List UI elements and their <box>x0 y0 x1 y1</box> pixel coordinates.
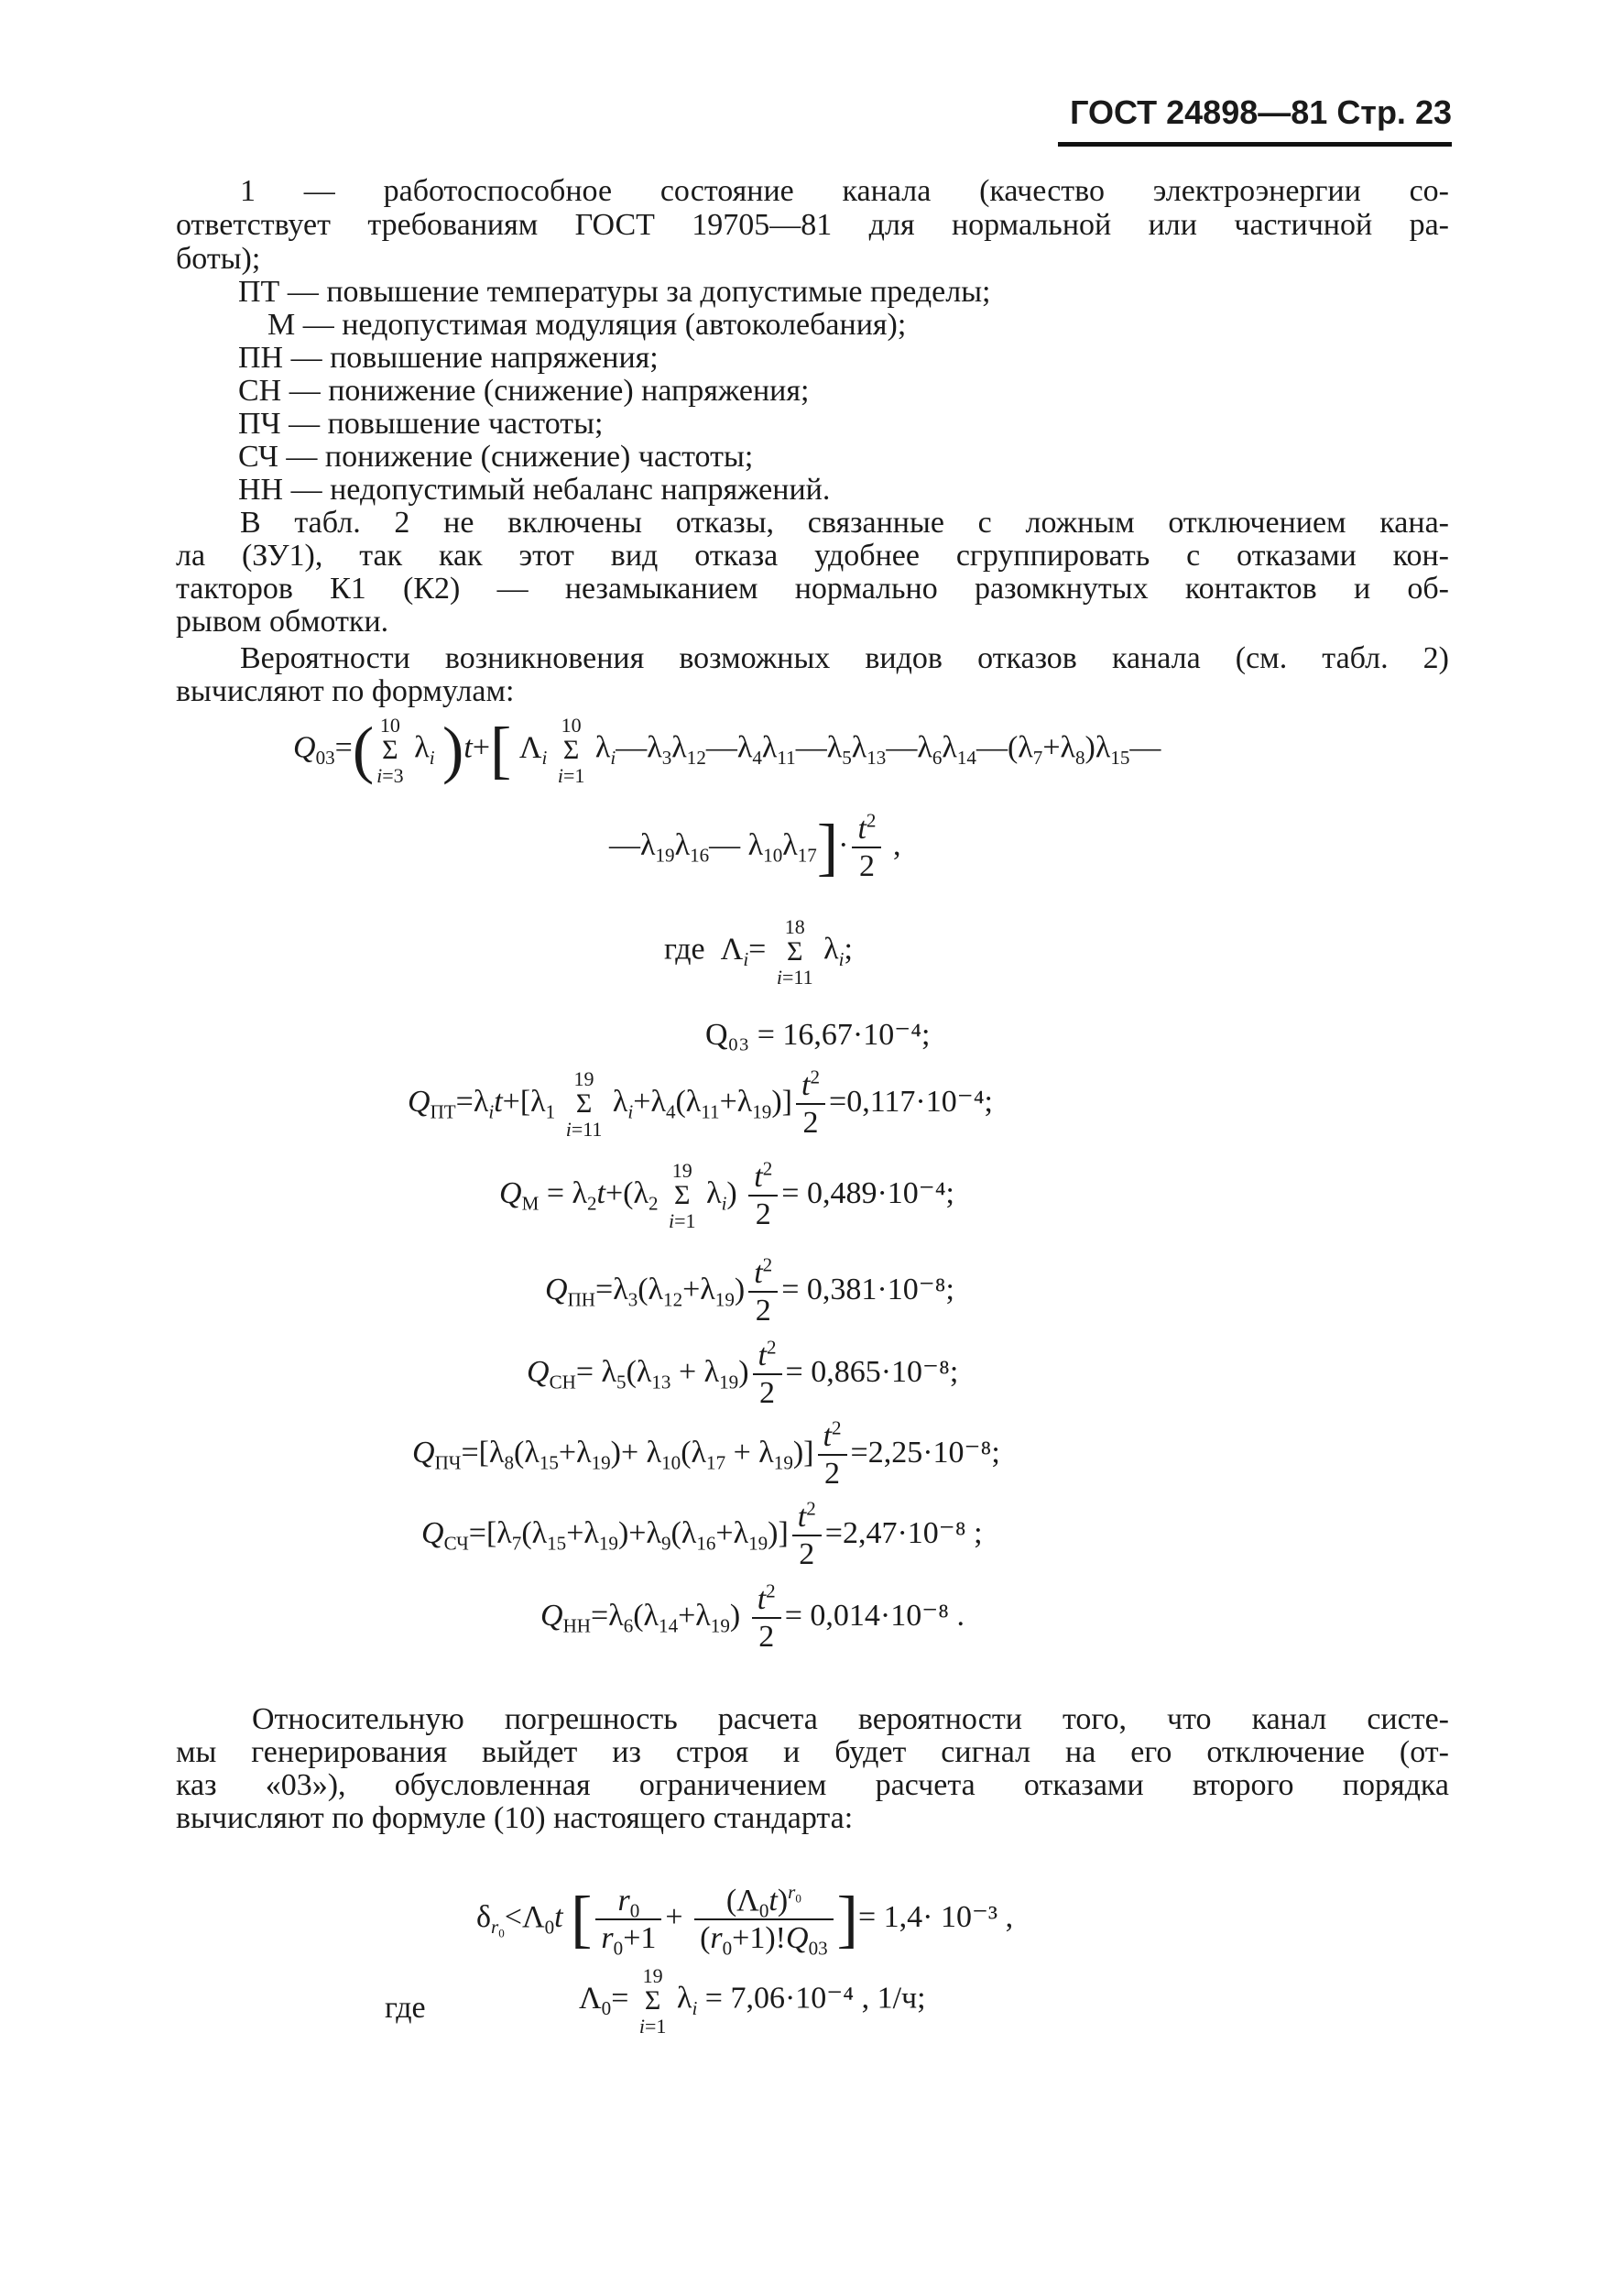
q-nn-value: 0,014·10⁻⁸ . <box>810 1598 965 1633</box>
q-pt-value: 0,117·10⁻⁴; <box>846 1084 993 1119</box>
error-bound-value: 1,4· 10⁻³ , <box>883 1899 1014 1934</box>
legend-item-1-line-3: боты); <box>176 242 261 276</box>
legend-item-1-line-1: 1 — работоспособное состояние канала (качество электроэнергии со- <box>240 174 1449 208</box>
legend-nn: НН — недопустимый небаланс напряжений. <box>238 473 831 507</box>
formula-error-bound: $\delta_{r_0}<\Lambda_0t$ [ $\frac{r_0}{r_0+1}$ + $\frac{(\Lambda_0t)^{r_0}}{(r_0+1)!Q_{03}}$ ]= 1,4· 10⁻³ , <box>476 1881 1014 1960</box>
formula-lambda-i: где $\Lambda_i=$ 18 Σ i=11 $\lambda_i$; <box>664 915 853 989</box>
error-line-4: вычисляют по формуле (10) настоящего стандарта: <box>176 1801 854 1835</box>
page-number: 23 <box>1414 93 1452 131</box>
formula-q-sn: $Q_{СН}= \lambda_5(\lambda_{13} + \lambda_{19})$ $\frac{t^2}{2}$ = 0,865·10⁻⁸; <box>527 1336 959 1411</box>
error-line-3: каз «03»), обусловленная ограничением расчета отказами второго порядка <box>176 1768 1449 1802</box>
gost-number: ГОСТ 24898—81 <box>1070 93 1328 131</box>
formula-q-m: $Q_М = \lambda_2t+(\lambda_2$ 19 Σ i=1 $\lambda_i$) $\frac{t^2}{2}$ = 0,489·10⁻⁴; <box>499 1157 955 1232</box>
formula-q-pn: $Q_{ПН}=\lambda_3(\lambda_{12}+\lambda_{19})$ $\frac{t^2}{2}$ = 0,381·10⁻⁸; <box>545 1253 954 1328</box>
formula-q-nn: $Q_{НН}=\lambda_6(\lambda_{14}+\lambda_{19})$ $\frac{t^2}{2}$ = 0,014·10⁻⁸ . <box>540 1579 965 1655</box>
q-sch-value: 2,47·10⁻⁸ ; <box>842 1515 983 1550</box>
legend-sn: СН — понижение (снижение) напряжения; <box>238 374 810 408</box>
formula-q-pt: $Q_{ПТ}=\lambda_it+[\lambda_1$ 19 Σ i=11 $\lambda_i+\lambda_4(\lambda_{11}+\lambda_{19})$] $\frac{t^2}{2}$ =0,117·10⁻⁴; <box>408 1066 993 1141</box>
note-line-2: ла (ЗУ1), так как этот вид отказа удобнее сгруппировать с отказами кон- <box>176 539 1449 573</box>
formula-lambda-0-where: где <box>385 1991 426 2025</box>
formula-lambda-0: $\Lambda_0=$ 19 Σ i=1 $\lambda_i = 7,06\cdot 10^{-4}$ , 1/ч; <box>579 1964 926 2038</box>
formula-q-sch: $Q_{СЧ}=[\lambda_7(\lambda_{15}+\lambda_{19})+\lambda_9(\lambda_{16}+\lambda_{19})]$ $\frac{t^2}{2}$ =2,47·10⁻⁸ ; <box>421 1497 983 1572</box>
page-label: Стр. <box>1336 93 1406 131</box>
legend-pn: ПН — повышение напряжения; <box>238 341 659 375</box>
formula-q03-line-1: $Q_{03}=$( 10 Σ i=3 $\lambda_i$ )t+[ $\Lambda_i$ 10 Σ i=1 $\lambda_i—\lambda_3\lambda_{12}—\lambda_4\lambda_{11}—\lambda_5\lambda_{13}—\lambda_6\lambda_{14}—(\lambda_7+\lambda_8)\lambda_{15}—$ <box>293 714 1161 787</box>
page-header <box>1058 87 1452 147</box>
legend-pt: ПТ — повышение температуры за допустимые пределы; <box>238 275 991 309</box>
q-sn-value: 0,865·10⁻⁸; <box>811 1354 959 1389</box>
legend-sch: СЧ — понижение (снижение) частоты; <box>238 440 754 474</box>
error-line-2: мы генерирования выйдет из строя и будет сигнал на его отключение (от- <box>176 1735 1449 1769</box>
formula-q03-result: Q₀₃ = 16,67·10⁻⁴; <box>705 1018 931 1052</box>
q-pn-value: 0,381·10⁻⁸; <box>806 1272 954 1306</box>
formula-q03-line-2: $—\lambda_{19}\lambda_{16}—$ $\lambda_{10}\lambda_{17}]\cdot$ $\frac{t^2}{2}$ , <box>609 809 901 884</box>
q-m-value: 0,489·10⁻⁴; <box>806 1175 955 1210</box>
formula-q-pch: $Q_{ПЧ}=[\lambda_8(\lambda_{15}+\lambda_{19})+ \lambda_{10}(\lambda_{17} + \lambda_{19})]$ $\frac{t^2}{2}$ =2,25·10⁻⁸; <box>412 1416 1000 1492</box>
note-line-1: В табл. 2 не включены отказы, связанные с ложным отключением кана- <box>240 506 1449 540</box>
prob-line-1: Вероятности возникновения возможных видов отказов канала (см. табл. 2) <box>240 641 1449 675</box>
note-line-3: такторов К1 (К2) — незамыканием нормально разомкнутых контактов и об- <box>176 572 1449 606</box>
where-word: где <box>664 932 705 967</box>
note-line-4: рывом обмотки. <box>176 605 389 639</box>
legend-item-1-line-2: ответствует требованиям ГОСТ 19705—81 для нормальной или частичной ра- <box>176 208 1449 242</box>
prob-line-2: вычисляют по формулам: <box>176 674 515 708</box>
legend-m: М — недопустимая модуляция (автоколебания); <box>267 308 907 342</box>
legend-pch: ПЧ — повышение частоты; <box>238 407 604 441</box>
q-pch-value: 2,25·10⁻⁸; <box>867 1435 1000 1470</box>
error-line-1: Относительную погрешность расчета вероятности того, что канал систе- <box>252 1702 1449 1736</box>
lambda-0-value: 7,06·10⁻⁴ , 1/ч; <box>730 1981 926 2016</box>
